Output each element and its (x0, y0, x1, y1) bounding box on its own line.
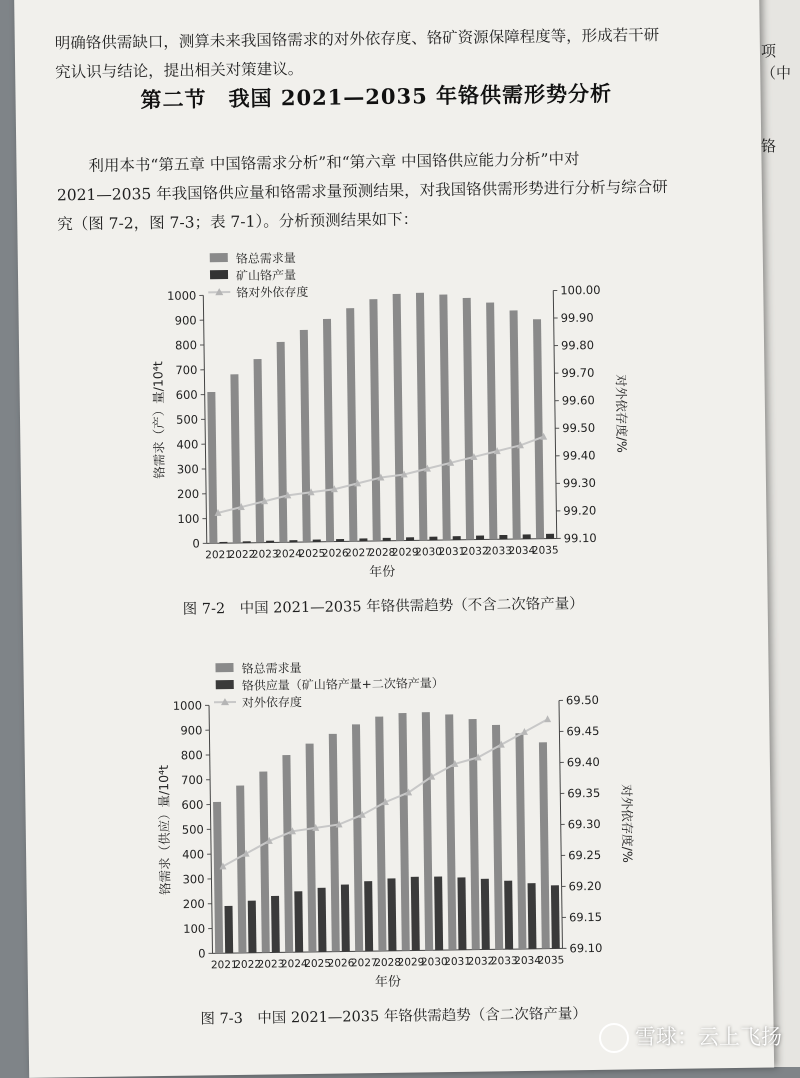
y-tick-label: 300 (177, 462, 199, 476)
x-tick-label: 2029 (392, 546, 419, 558)
bar (445, 714, 456, 950)
y-tick-label: 200 (183, 897, 205, 911)
y-tick-label: 100 (183, 922, 205, 936)
y-tick-label: 900 (180, 723, 202, 737)
bar (499, 535, 507, 539)
x-tick-label: 2025 (304, 958, 331, 970)
legend-swatch (216, 680, 234, 689)
x-tick-label: 2022 (228, 549, 255, 561)
x-tick-label: 2027 (345, 547, 372, 559)
y2-tick-label: 99.30 (563, 476, 596, 490)
bar (294, 891, 303, 952)
bar (492, 725, 503, 950)
y2-tick-label: 69.20 (568, 879, 601, 893)
y-tick-label: 0 (192, 536, 200, 550)
bar (364, 881, 373, 951)
body-line: 究（图 7-2，图 7-3；表 7-1）。分析预测结果如下： (57, 205, 418, 239)
x-tick-label: 2022 (234, 959, 261, 971)
x-tick-label: 2035 (532, 544, 559, 556)
y-tick-label: 400 (176, 437, 198, 451)
bar (225, 906, 234, 953)
y2-tick-label: 99.90 (561, 310, 594, 324)
bar (383, 538, 391, 541)
intro-line: 究认识与结论，提出相关对策建议。 (55, 55, 303, 87)
x-tick-label: 2033 (485, 545, 512, 557)
y-tick-label: 0 (198, 946, 206, 960)
adjacent-page-text: 项 (761, 40, 776, 61)
legend-label: 铬对外依存度 (236, 284, 308, 300)
bar (207, 392, 217, 543)
line-point (544, 715, 551, 722)
book-page (14, 0, 774, 1078)
y2-tick-label: 99.60 (562, 393, 595, 407)
bar (476, 536, 484, 540)
bar (510, 310, 521, 539)
legend-swatch (210, 270, 228, 279)
legend-label: 铬总需求量 (236, 250, 296, 266)
y-tick-label: 600 (176, 388, 198, 402)
watermark-text: 雪球：云上飞扬 (635, 1025, 782, 1049)
bar (393, 294, 404, 541)
adjacent-page-text: 铬 (761, 135, 776, 156)
bar (243, 541, 251, 543)
legend-swatch (215, 663, 233, 672)
y2-tick-label: 69.40 (567, 755, 600, 769)
bar (289, 540, 297, 542)
bar (230, 374, 240, 543)
watermark (599, 1021, 782, 1053)
section-title: 第二节 我国 2021—2035 年铬供需形势分析 (140, 78, 612, 115)
y-axis-title: 铬需求（产）量/10⁴t (150, 361, 167, 479)
y2-tick-label: 99.80 (561, 338, 594, 352)
bar (533, 319, 544, 539)
bar (336, 539, 344, 542)
bar (398, 713, 409, 951)
bar (523, 534, 531, 539)
bar (306, 744, 317, 952)
y2-tick-label: 100.00 (560, 283, 600, 298)
y2-axis (553, 291, 556, 539)
figure-7-2-caption: 图 7-2 中国 2021—2035 年铬供需趋势（不含二次铬产量） (183, 592, 584, 619)
x-tick-label: 2024 (275, 548, 302, 560)
intro-line: 明确铬供需缺口，测算未来我国铬需求的对外依存度、铬矿资源保障程度等，形成若干研 (55, 21, 660, 58)
x-tick-label: 2030 (421, 956, 448, 968)
bar (375, 717, 386, 951)
bar (271, 896, 280, 953)
x-tick-label: 2023 (258, 958, 285, 970)
bar (352, 724, 363, 951)
x-tick-label: 2021 (211, 959, 238, 971)
y2-tick-label: 69.50 (566, 693, 599, 707)
bar (359, 538, 367, 541)
bar (346, 308, 357, 541)
legend-label: 铬供应量（矿山铬产量+二次铬产量） (242, 675, 444, 693)
y-tick-label: 800 (181, 748, 203, 762)
x-tick-label: 2034 (514, 955, 541, 967)
x-tick-label: 2032 (468, 955, 495, 967)
bar (277, 342, 288, 542)
bar (313, 540, 321, 542)
bar (369, 299, 380, 541)
bar (213, 802, 223, 953)
y2-tick-label: 69.25 (568, 848, 601, 862)
bar (504, 881, 513, 950)
figure-7-2-chart (128, 241, 653, 588)
y2-tick-label: 69.15 (569, 910, 602, 924)
y-tick-label: 700 (175, 363, 197, 377)
x-tick-label: 2025 (298, 548, 325, 560)
bar (329, 734, 340, 952)
bar (546, 534, 554, 539)
y2-tick-label: 99.70 (561, 366, 594, 380)
bar (551, 885, 560, 948)
y-tick-label: 800 (175, 338, 197, 352)
bar (457, 877, 466, 950)
x-tick-label: 2030 (415, 546, 442, 558)
y-tick-label: 1000 (167, 288, 196, 302)
y2-tick-label: 69.35 (567, 786, 600, 800)
figure-7-3-caption: 图 7-3 中国 2021—2035 年铬供需趋势（含二次铬产量） (200, 1002, 587, 1028)
figure-7-3-chart (133, 651, 658, 998)
body-line: 利用本书“第五章 中国铬需求分析”和“第六章 中国铬供应能力分析”中对 (88, 145, 579, 181)
y-tick-label: 500 (182, 822, 204, 836)
y-tick-label: 600 (181, 798, 203, 812)
x-tick-label: 2032 (462, 545, 489, 557)
bar (481, 879, 490, 950)
bar (463, 298, 474, 540)
x-tick-label: 2028 (368, 547, 395, 559)
bar (528, 883, 537, 949)
x-axis-title: 年份 (369, 564, 395, 580)
bar (411, 877, 420, 951)
bar (486, 302, 497, 539)
bar (539, 742, 550, 948)
bar (515, 733, 526, 949)
bar (254, 359, 265, 543)
bar (248, 901, 257, 953)
bar (259, 771, 270, 952)
bar (318, 888, 327, 952)
legend-label: 铬总需求量 (241, 660, 301, 676)
bar (406, 537, 414, 540)
bar (323, 319, 334, 542)
bar (341, 884, 350, 951)
bar (219, 542, 227, 543)
y2-axis-title: 对外依存度/% (613, 374, 629, 453)
y-tick-label: 400 (182, 847, 204, 861)
x-tick-label: 2031 (444, 956, 471, 968)
y-tick-label: 100 (177, 512, 199, 526)
bar (416, 293, 427, 541)
x-tick-label: 2023 (252, 548, 279, 560)
x-tick-label: 2034 (508, 545, 535, 557)
y2-tick-label: 99.50 (562, 421, 595, 435)
x-tick-label: 2031 (438, 546, 465, 558)
bar (266, 541, 274, 543)
bar (453, 536, 461, 540)
legend-label: 对外依存度 (242, 694, 302, 710)
y2-tick-label: 99.10 (564, 531, 597, 545)
y2-tick-label: 69.45 (566, 724, 599, 738)
x-tick-label: 2026 (328, 957, 355, 969)
bar (422, 712, 433, 950)
x-tick-label: 2029 (398, 956, 425, 968)
x-tick-label: 2027 (351, 957, 378, 969)
bar (236, 785, 246, 952)
y-tick-label: 700 (181, 773, 203, 787)
legend-label: 矿山铬产量 (236, 267, 296, 283)
y2-axis-title: 对外依存度/% (619, 784, 635, 863)
x-tick-label: 2026 (322, 547, 349, 559)
y-tick-label: 1000 (173, 698, 202, 712)
y2-tick-label: 99.40 (562, 448, 595, 462)
bar (282, 755, 293, 952)
y2-tick-label: 99.20 (563, 503, 596, 517)
bar (300, 330, 311, 542)
y-tick-label: 900 (175, 313, 197, 327)
adjacent-page-text: （中 (761, 62, 791, 83)
y-tick-label: 300 (182, 872, 204, 886)
y2-tick-label: 69.10 (569, 941, 602, 955)
x-tick-label: 2035 (538, 954, 565, 966)
x-tick-label: 2033 (491, 955, 518, 967)
bar (434, 876, 443, 950)
bar (439, 294, 450, 540)
legend-swatch (210, 253, 228, 262)
y2-tick-label: 69.30 (568, 817, 601, 831)
x-tick-label: 2021 (205, 549, 232, 561)
x-tick-label: 2024 (281, 958, 308, 970)
body-line: 2021—2035 年我国铬供应量和铬需求量预测结果，对我国铬供需形势进行分析与综合研 (57, 173, 668, 211)
y-tick-label: 500 (176, 412, 198, 426)
x-tick-label: 2028 (374, 957, 401, 969)
y-tick-label: 200 (177, 487, 199, 501)
snowball-logo-icon (599, 1023, 629, 1053)
bar (387, 878, 396, 951)
y-axis-title: 铬需求（供应）量/10⁴t (156, 765, 173, 895)
bar (429, 537, 437, 541)
x-axis-title: 年份 (375, 974, 401, 990)
